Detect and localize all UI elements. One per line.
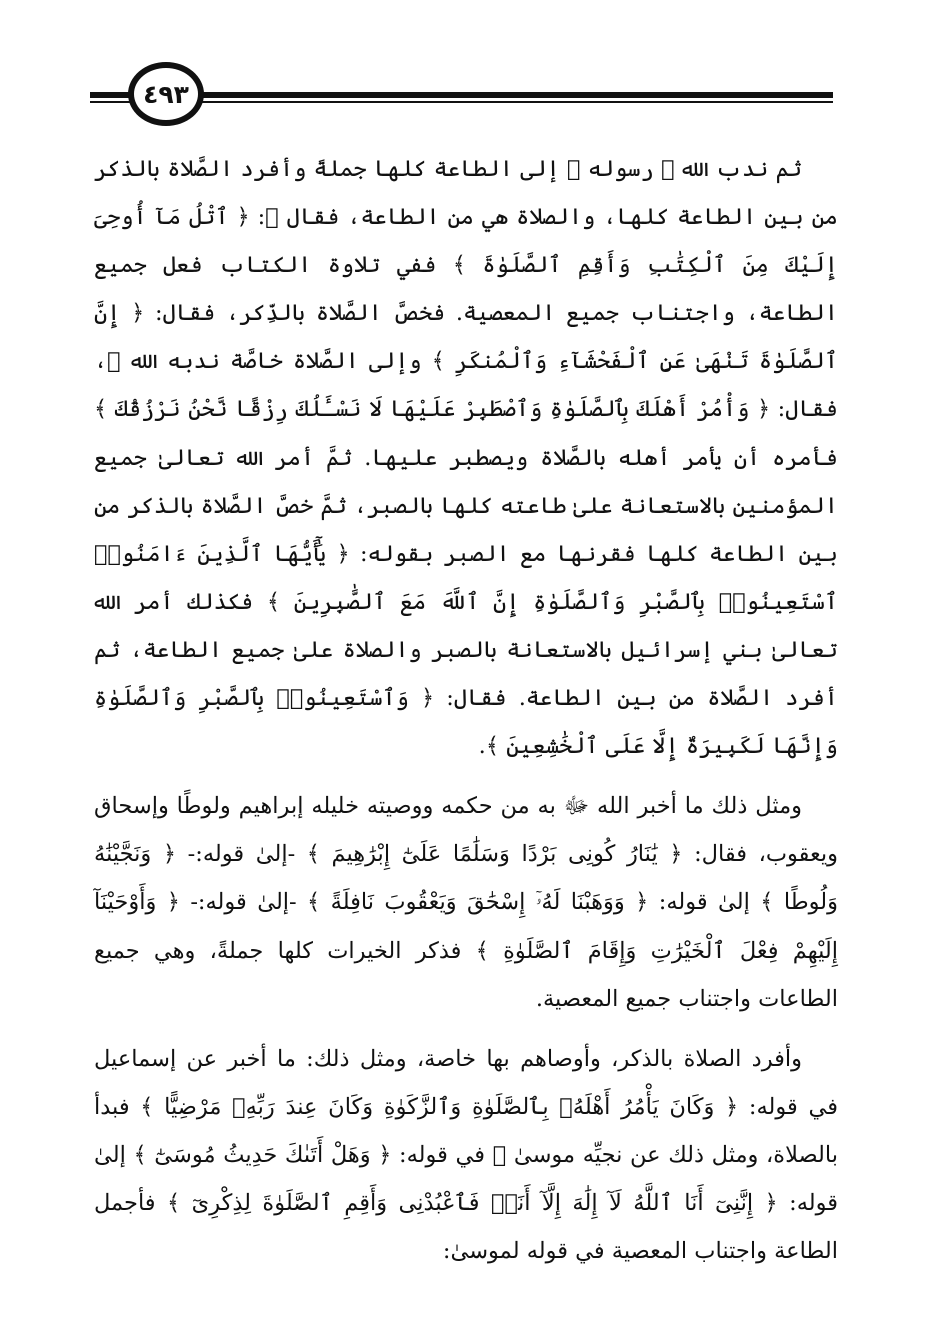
paragraph-1: ثم ندب الله ﷻ رسوله ﷺ إلى الطاعة كلها جملةً وأفرد الصَّلاة بالذكر من بين الطاعة كلها، والصلاة هي من الطاعة، فقال ﷻ: ﴿ ٱتْلُ مَآ أُوحِىَ إِلَيْكَ مِنَ ٱلْكِتَٰبِ وَأَقِمِ ٱلصَّلَوٰةَ ﴾ ففي تلاوة الكتاب فعل جميع الطاعة، واجتناب جميع المعصية. فخصَّ الصَّلاة بالذِّكر، فقال: ﴿ إِنَّ ٱلصَّلَوٰةَ تَنْهَىٰ عَنِ ٱلْفَحْشَآءِ وَٱلْمُنكَرِ ﴾ وإلى الصَّلاة خاصَّة ندبه الله ﷻ، فقال: ﴿ وَأْمُرْ أَهْلَكَ بِٱلصَّلَوٰةِ وَٱصْطَبِرْ عَلَيْهَا لَا نَسْـَٔلُكَ رِزْقًا نَّحْنُ نَرْزُقُكَ ﴾ فأمره أن يأمر أهله بالصَّلاة ويصطبر عليها. ثمَّ أمر الله تعالىٰ جميع المؤمنين بالاستعانة علىٰ طاعته كلها بالصبر، ثمَّ خصَّ الصَّلاة بالذكر من بين الطاعة كلها فقرنها مع الصبر بقوله: ﴿ يَٰٓأَيُّهَا ٱلَّذِينَ ءَامَنُوا۟ ٱسْتَعِينُوا۟ بِٱلصَّبْرِ وَٱلصَّلَوٰةِ إِنَّ ٱللَّهَ مَعَ ٱلصَّٰبِرِينَ ﴾ فكذلك أمر الله تعالىٰ بني إسرائيل بالاستعانة بالصبر والصلاة علىٰ جميع الطاعة، ثم أفرد الصَّلاة من بين الطاعة. فقال: ﴿ وَٱسْتَعِينُوا۟ بِٱلصَّبْرِ وَٱلصَّلَوٰةِ وَإِنَّهَا لَكَبِيرَةٌ إِلَّا عَلَى ٱلْخَٰشِعِينَ ﴾. — [94, 156, 838, 760]
paragraph-3: وأفرد الصلاة بالذكر، وأوصاهم بها خاصة، ومثل ذلك: ما أخبر عن إسماعيل في قوله: ﴿ وَكَانَ يَأْمُرُ أَهْلَهُۥ بِٱلصَّلَوٰةِ وَٱلزَّكَوٰةِ وَكَانَ عِندَ رَبِّهِۦ مَرْضِيًّا ﴾ فبدأ بالصلاة، ومثل ذلك عن نجيِّه موسىٰ ﵇ في قوله: ﴿ وَهَلْ أَتَىٰكَ حَدِيثُ مُوسَىٰٓ ﴾ إلىٰ قوله: ﴿ إِنَّنِىٓ أَنَا ٱللَّهُ لَآ إِلَٰهَ إِلَّآ أَنَا۠ فَٱعْبُدْنِى وَأَقِمِ ٱلصَّلَوٰةَ لِذِكْرِىٓ ﴾ فأجمل الطاعة واجتناب المعصية في قوله لموسىٰ: — [94, 1045, 838, 1265]
page-number: ٤٩٣ — [143, 79, 189, 109]
page-number-badge — [128, 62, 204, 126]
page-body — [94, 145, 838, 1275]
page-header — [0, 0, 932, 140]
header-rule-right — [196, 92, 833, 98]
paragraph-2: ومثل ذلك ما أخبر الله ﷻ به من حكمه ووصيته خليله إبراهيم ولوطًا وإسحاق ويعقوب، فقال: ﴿ يَٰنَارُ كُونِى بَرْدًا وَسَلَٰمًا عَلَىٰٓ إِبْرَٰهِيمَ ﴾ -إلىٰ قوله:- ﴿ وَنَجَّيْنَٰهُ وَلُوطًا ﴾ إلىٰ قوله: ﴿ وَوَهَبْنَا لَهُۥٓ إِسْحَٰقَ وَيَعْقُوبَ نَافِلَةً ﴾ -إلىٰ قوله:- ﴿ وَأَوْحَيْنَآ إِلَيْهِمْ فِعْلَ ٱلْخَيْرَٰتِ وَإِقَامَ ٱلصَّلَوٰةِ ﴾ فذكر الخيرات كلها جملةً، وهي جميع الطاعات واجتناب جميع المعصية. — [94, 793, 838, 1012]
header-rule-right-thin — [196, 101, 833, 103]
